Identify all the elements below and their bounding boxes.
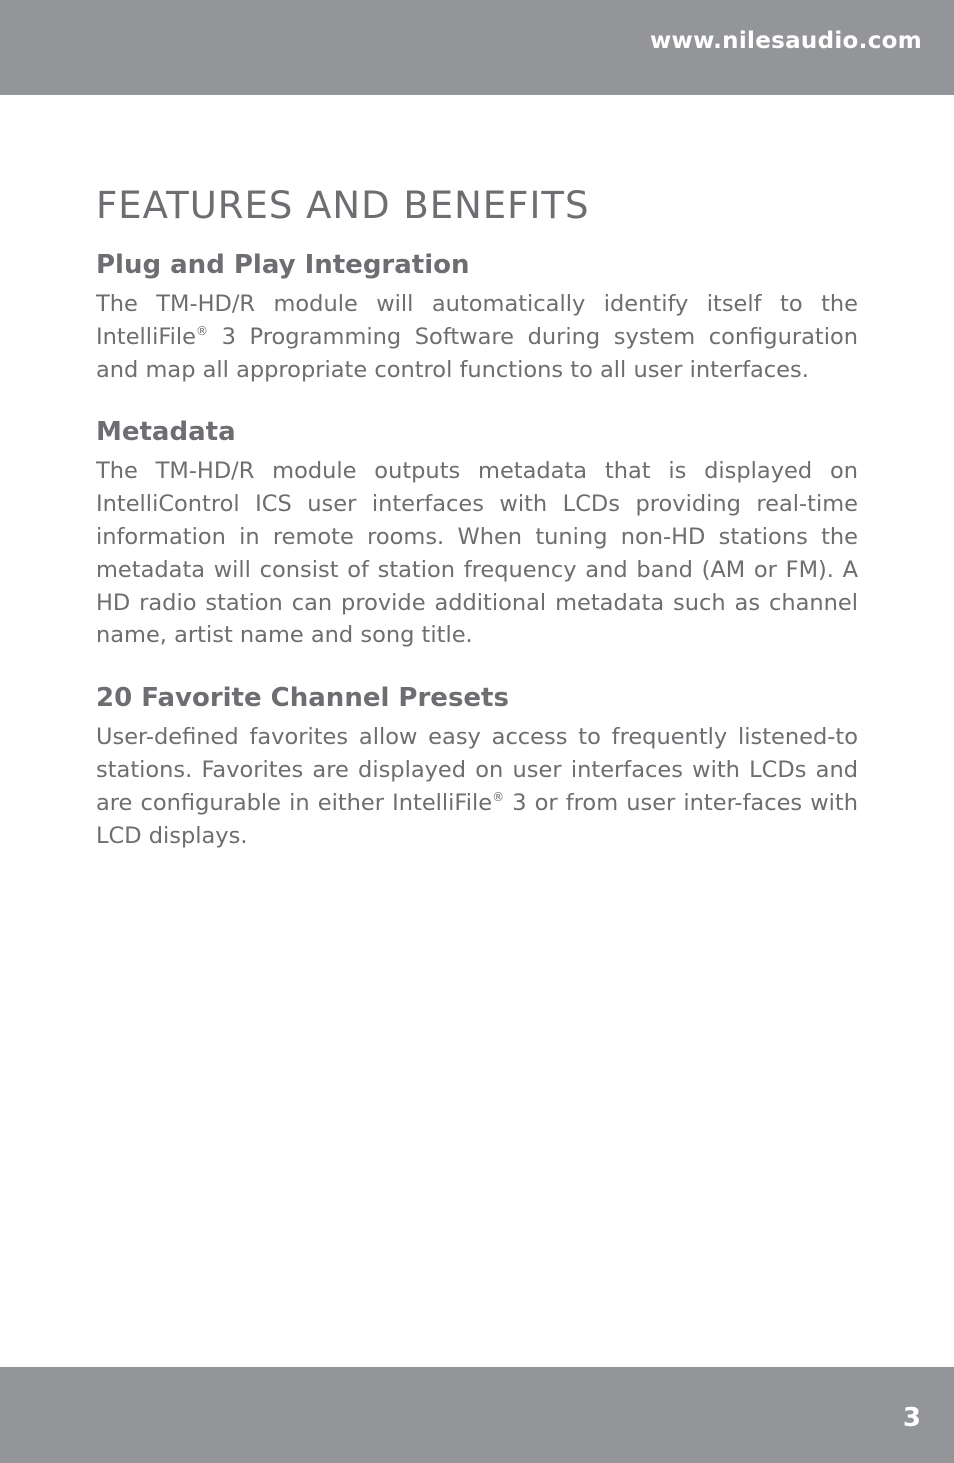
body-text: 3 Programming Software during system configuration and map all appropriate control functions to all user interfaces. <box>96 323 858 383</box>
section-body <box>96 721 858 852</box>
section-heading: Plug and Play Integration <box>96 250 470 280</box>
section-favorite-presets <box>96 681 858 852</box>
section-metadata <box>96 415 858 652</box>
section-body: The TM-HD/R module outputs metadata that is displayed on IntelliControl ICS user interfaces with LCDs providing real-time information in remote rooms. When tuning non-HD stations the metadata will consist of station frequency and band (AM or FM). A HD radio station can provide additional metadata such as channel name, artist name and song title. <box>96 458 858 649</box>
site-url: www.nilesaudio.com <box>649 28 922 54</box>
body-text: The TM-HD/R module will automatically identify itself to the IntelliFile <box>96 291 858 350</box>
registered-mark: ® <box>492 789 505 804</box>
page-title: FEATURES AND BENEFITS <box>96 184 590 227</box>
body-text: User-defined favorites allow easy access to frequently listened-to stations. Favorites are displayed on user interfaces with LCDs and are configurable in either IntelliFile <box>96 724 858 816</box>
body-text: 3 or from user inter-faces with LCD displays. <box>96 789 858 849</box>
section-plug-and-play <box>96 248 858 386</box>
main-content <box>96 184 858 881</box>
page-number: 3 <box>902 1403 921 1433</box>
section-body <box>96 288 858 386</box>
registered-mark: ® <box>195 323 208 338</box>
footer-bar <box>0 1367 954 1463</box>
section-heading: 20 Favorite Channel Presets <box>96 683 509 714</box>
section-heading: Metadata <box>96 417 236 448</box>
header-bar <box>0 0 954 95</box>
